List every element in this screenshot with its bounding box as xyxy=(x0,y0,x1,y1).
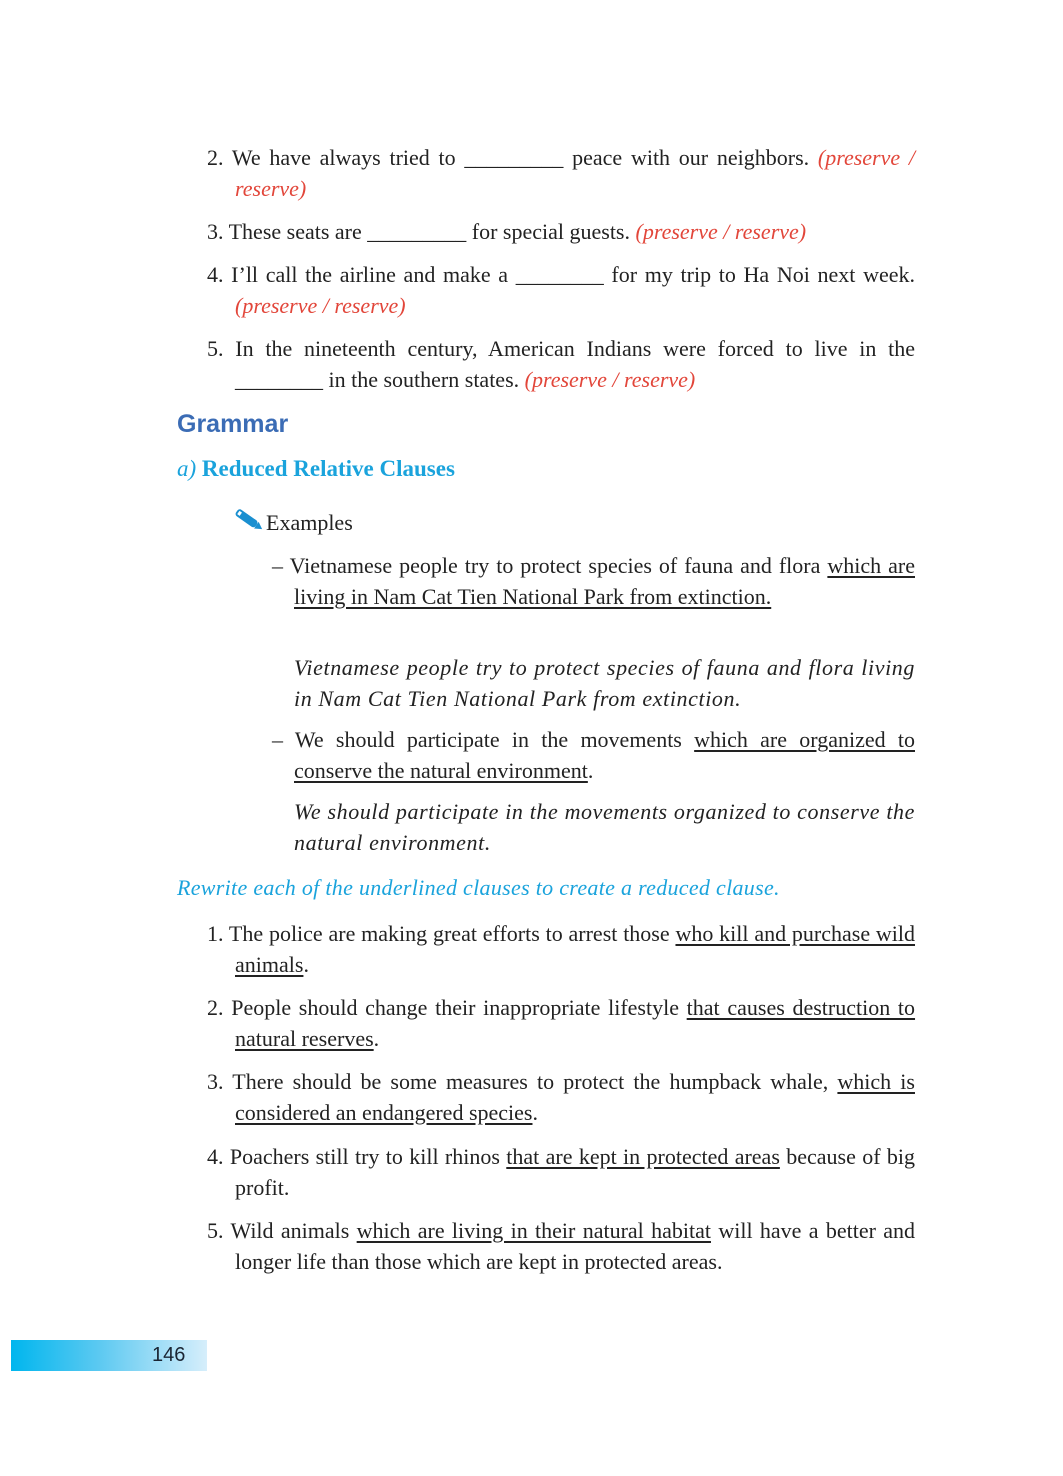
dash: – xyxy=(272,727,283,752)
item-text: I’ll call the airline and make a ________ for my trip to Ha Noi next week. xyxy=(231,262,915,287)
vocab-item-5 xyxy=(207,333,915,395)
exercise-item-5 xyxy=(207,1215,915,1277)
underlined-clause: that causes destruction to natural reserves xyxy=(235,995,916,1051)
word-choice-hint: (preserve / reserve) xyxy=(235,145,916,201)
item-text: There should be some measures to protect the humpback whale, xyxy=(232,1069,829,1094)
item-number: 5. xyxy=(207,336,224,361)
item-text-end: will have a better and longer life than those which are kept in protected areas. xyxy=(235,1218,916,1274)
item-number: 2. xyxy=(207,145,224,170)
item-text-end: because of big profit. xyxy=(235,1144,916,1200)
exercise-item-3 xyxy=(207,1066,915,1128)
examples-label xyxy=(232,507,353,539)
example-text: We should participate in the movements xyxy=(294,727,682,752)
underlined-clause: who kill and purchase wild animals xyxy=(235,921,916,977)
item-text: These seats are _________ for special guests. xyxy=(228,219,630,244)
item-text: The police are making great efforts to arrest those xyxy=(228,921,670,946)
page-number: 146 xyxy=(152,1344,186,1366)
example-2-reduced: We should participate in the movements organized to conserve the natural environment. xyxy=(294,799,915,855)
item-text-end: . xyxy=(303,952,309,977)
item-number: 1. xyxy=(207,921,224,946)
item-number: 5. xyxy=(207,1218,224,1243)
vocab-item-2 xyxy=(207,142,915,204)
grammar-heading: Grammar xyxy=(177,410,289,438)
item-number: 4. xyxy=(207,262,224,287)
dash: – xyxy=(272,553,283,578)
item-text: Poachers still try to kill rhinos xyxy=(229,1144,500,1169)
item-text-end: . xyxy=(373,1026,380,1051)
item-text: We have always tried to _________ peace with our neighbors. xyxy=(231,145,810,170)
item-number: 4. xyxy=(207,1144,224,1169)
example-text: Vietnamese people try to protect species of fauna and flora xyxy=(289,553,821,578)
exercise-item-1 xyxy=(207,918,915,980)
underlined-clause: which are living in their natural habitat xyxy=(356,1218,711,1243)
example-1-reduced: Vietnamese people try to protect species of fauna and flora living in Nam Cat Tien National Park from extinction. xyxy=(294,655,915,711)
examples-text: Examples xyxy=(266,510,353,535)
item-text: In the nineteenth century, American Indians were forced to live in the ________ in the southern states. xyxy=(235,336,916,392)
vocab-item-3 xyxy=(207,216,915,247)
item-text: People should change their inappropriate lifestyle xyxy=(231,995,679,1020)
vocab-item-4 xyxy=(207,259,915,321)
item-number: 3. xyxy=(207,219,224,244)
word-choice-hint: (preserve / reserve) xyxy=(235,293,406,318)
word-choice-hint: (preserve / reserve) xyxy=(524,367,696,392)
example-text-end: . xyxy=(587,758,594,783)
item-text: Wild animals xyxy=(230,1218,350,1243)
example-1 xyxy=(272,550,915,612)
underlined-clause: which are organized to conserve the natural environment xyxy=(294,727,915,783)
section-title: Reduced Relative Clauses xyxy=(201,456,455,481)
exercise-item-4 xyxy=(207,1141,915,1203)
example-2 xyxy=(272,724,915,786)
underlined-clause: that are kept in protected areas xyxy=(506,1144,780,1169)
exercise-item-2 xyxy=(207,992,915,1054)
underlined-clause: which are living in Nam Cat Tien National Park from extinction. xyxy=(294,553,915,609)
exercise-instruction: Rewrite each of the underlined clauses to create a reduced clause. xyxy=(177,875,780,900)
pencil-icon xyxy=(232,507,266,539)
section-letter: a) xyxy=(177,456,197,481)
item-text-end: . xyxy=(532,1100,538,1125)
word-choice-hint: (preserve / reserve) xyxy=(635,219,807,244)
underlined-clause: which is considered an endangered species xyxy=(235,1069,915,1125)
item-number: 2. xyxy=(207,995,224,1020)
item-number: 3. xyxy=(207,1069,224,1094)
section-heading xyxy=(177,456,455,482)
